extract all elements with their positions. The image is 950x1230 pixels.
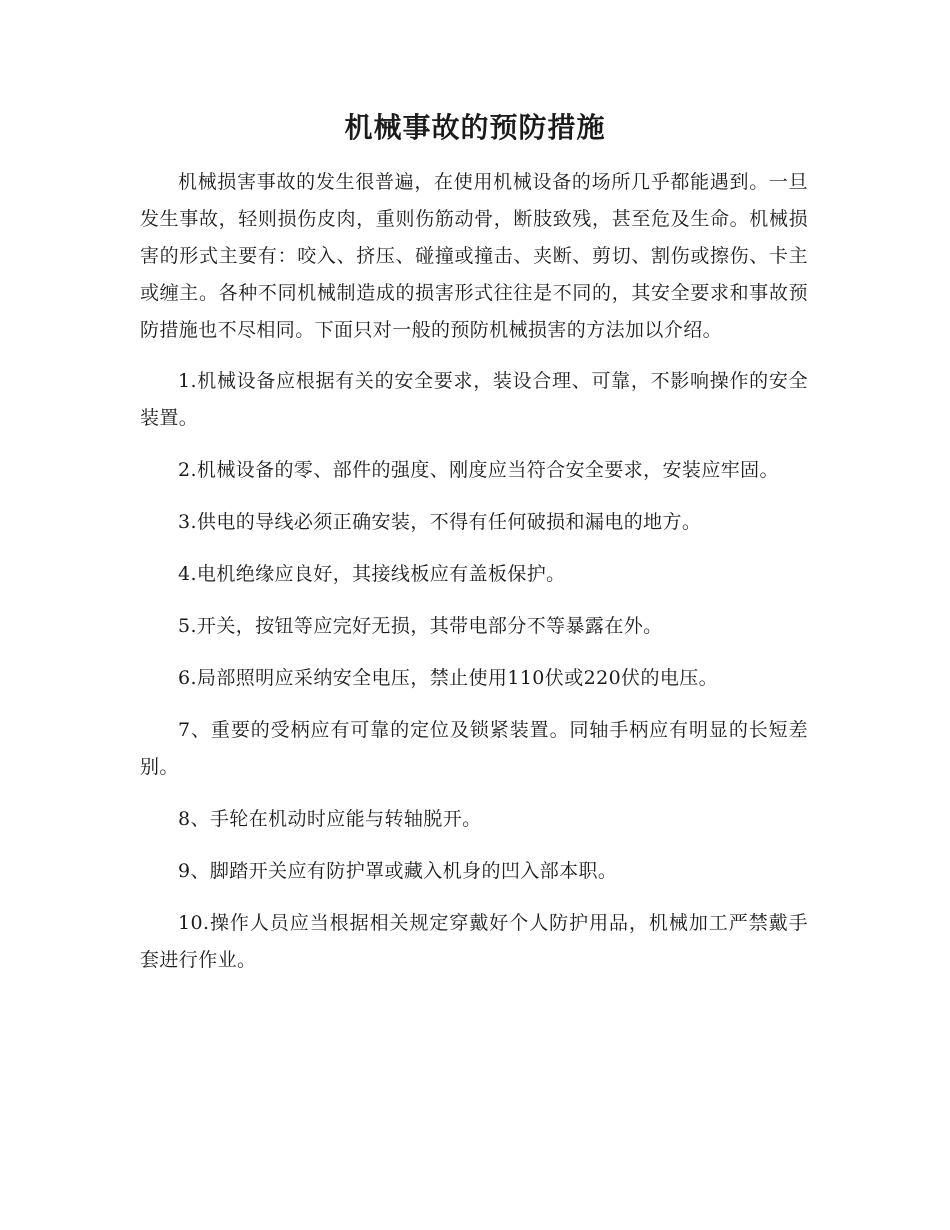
document-title: 机械事故的预防措施 [344, 111, 606, 144]
measure-item-8: 8、手轮在机动时应能与转轴脱开。 [178, 808, 482, 830]
measure-item-2: 2.机械设备的零、部件的强度、刚度应当符合安全要求，安装应牢固。 [178, 459, 779, 481]
measure-item-1: 1.机械设备应根据有关的安全要求，装设合理、可靠，不影响操作的安全装置。 [140, 370, 808, 429]
document-body [140, 164, 808, 994]
measure-item-9: 9、脚踏开关应有防护罩或藏入机身的凹入部本职。 [178, 860, 618, 882]
measure-item-4: 4.电机绝缘应良好，其接线板应有盖板保护。 [178, 563, 566, 585]
measure-item-6: 6.局部照明应采纳安全电压，禁止使用110伏或220伏的电压。 [178, 667, 719, 689]
measure-item-10: 10.操作人员应当根据相关规定穿戴好个人防护用品，机械加工严禁戴手套进行作业。 [140, 912, 808, 971]
measure-item-7: 7、重要的受柄应有可靠的定位及锁紧装置。同轴手柄应有明显的长短差别。 [140, 719, 808, 778]
measure-item-3: 3.供电的导线必须正确安装，不得有任何破损和漏电的地方。 [178, 511, 702, 533]
measure-item-5: 5.开关，按钮等应完好无损，其带电部分不等暴露在外。 [178, 615, 663, 637]
intro-paragraph: 机械损害事故的发生很普遍，在使用机械设备的场所几乎都能遇到。一旦发生事故，轻则损伤皮肉，重则伤筋动骨，断肢致残，甚至危及生命。机械损害的形式主要有：咬入、挤压、碰撞或撞击、夹断、剪切、割伤或擦伤、卡主或缠主。各种不同机械制造成的损害形式往往是不同的，其安全要求和事故预防措施也不尽相同。下面只对一般的预防机械损害的方法加以介绍。 [140, 171, 808, 341]
